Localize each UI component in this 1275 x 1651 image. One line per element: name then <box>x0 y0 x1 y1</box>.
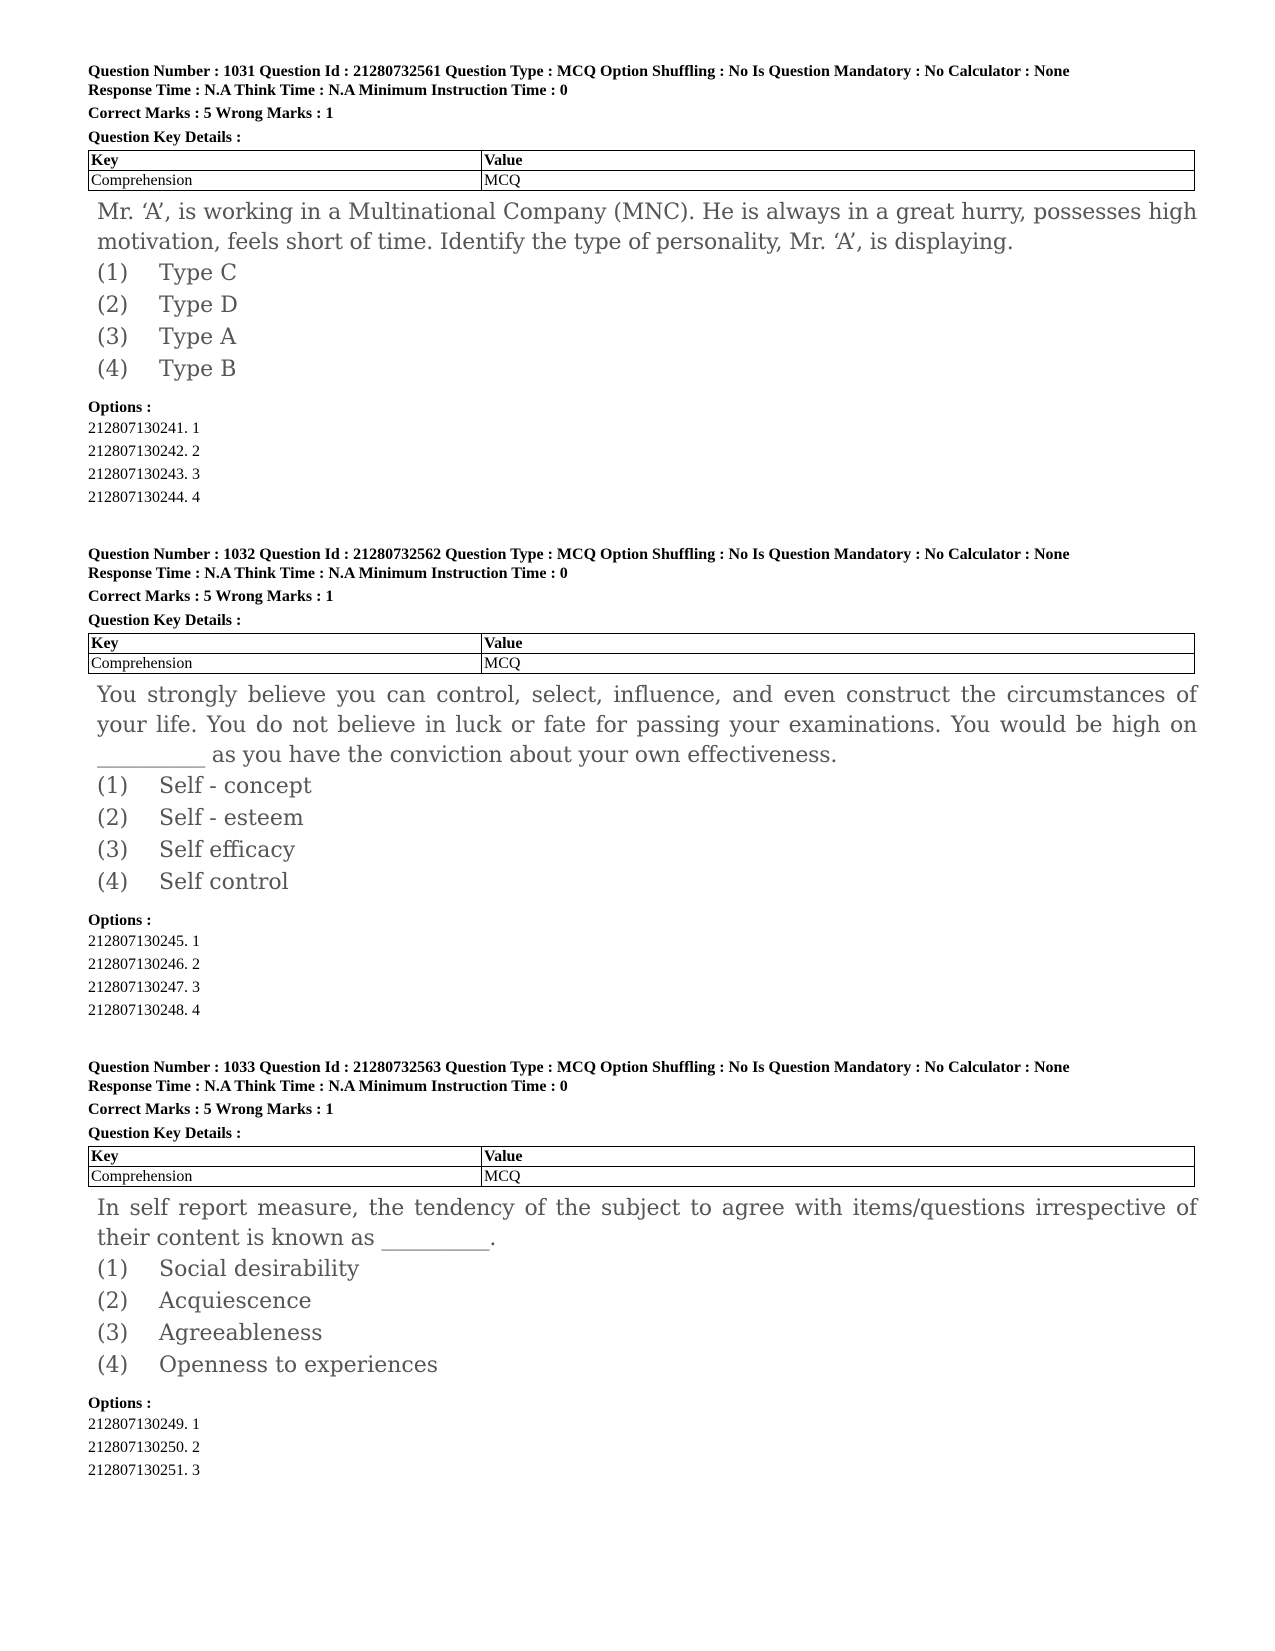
choice-text: Self control <box>159 870 289 895</box>
choice-number: (4) <box>97 1353 129 1378</box>
key-cell: Comprehension <box>89 654 482 674</box>
document-page <box>88 62 1195 1518</box>
options-label: Options : <box>88 912 152 929</box>
key-details-table <box>88 1146 1195 1187</box>
question-response-time: Response Time : N.A Think Time : N.A Minimum Instruction Time : 0 <box>88 1078 568 1095</box>
option-code: 212807130246. 2 <box>88 956 200 973</box>
options-label: Options : <box>88 399 152 416</box>
question-marks: Correct Marks : 5 Wrong Marks : 1 <box>88 588 334 605</box>
choice-item <box>97 835 1195 867</box>
choice-item <box>97 803 1195 835</box>
choice-text: Self - concept <box>159 774 312 799</box>
key-details-label: Question Key Details : <box>88 1125 242 1142</box>
choice-text: Social desirability <box>159 1257 360 1282</box>
option-code: 212807130247. 3 <box>88 979 200 996</box>
question-block <box>88 545 1195 1022</box>
choice-number: (1) <box>97 1257 129 1282</box>
key-header: Key <box>89 634 482 654</box>
choice-text: Self - esteem <box>159 806 304 831</box>
choice-item <box>97 771 1195 803</box>
question-marks: Correct Marks : 5 Wrong Marks : 1 <box>88 105 334 122</box>
question-stem: You strongly believe you can control, select, influence, and even construct the circumstances of your life. You do not believe in luck or fate for passing your examinations. You would be high on __________ as you have the conviction about your own effectiveness. <box>97 683 1197 768</box>
choice-number: (4) <box>97 870 129 895</box>
choice-item <box>97 258 1195 290</box>
value-cell: MCQ <box>482 654 1195 674</box>
choice-number: (4) <box>97 357 129 382</box>
choice-number: (3) <box>97 1321 129 1346</box>
choice-number: (3) <box>97 325 129 350</box>
option-code: 212807130245. 1 <box>88 933 200 950</box>
choice-number: (2) <box>97 1289 129 1314</box>
question-stem: Mr. ‘A’, is working in a Multinational Company (MNC). He is always in a great hurry, possesses high motivation, feels short of time. Identify the type of personality, Mr. ‘A’, is displaying. <box>97 200 1197 255</box>
option-code: 212807130249. 1 <box>88 1416 200 1433</box>
choice-number: (1) <box>97 261 129 286</box>
choice-item <box>97 867 1195 899</box>
choice-text: Acquiescence <box>159 1289 312 1314</box>
choice-text: Type D <box>159 293 238 318</box>
question-meta: Question Number : 1033 Question Id : 21280732563 Question Type : MCQ Option Shuffling : No Is Question Mandatory : No Calculator : None <box>88 1059 1070 1076</box>
choice-text: Type C <box>159 261 238 286</box>
value-header: Value <box>482 634 1195 654</box>
choice-number: (3) <box>97 838 129 863</box>
choice-item <box>97 322 1195 354</box>
choice-text: Self efficacy <box>159 838 296 863</box>
option-code: 212807130242. 2 <box>88 443 200 460</box>
question-marks: Correct Marks : 5 Wrong Marks : 1 <box>88 1101 334 1118</box>
value-cell: MCQ <box>482 171 1195 191</box>
question-block <box>88 62 1195 509</box>
key-header: Key <box>89 1147 482 1167</box>
option-code: 212807130244. 4 <box>88 489 200 506</box>
key-header: Key <box>89 151 482 171</box>
choice-item <box>97 290 1195 322</box>
question-response-time: Response Time : N.A Think Time : N.A Minimum Instruction Time : 0 <box>88 82 568 99</box>
choice-number: (1) <box>97 774 129 799</box>
choice-item <box>97 1286 1195 1318</box>
question-meta: Question Number : 1031 Question Id : 21280732561 Question Type : MCQ Option Shuffling : No Is Question Mandatory : No Calculator : None <box>88 63 1070 80</box>
key-cell: Comprehension <box>89 171 482 191</box>
key-details-table <box>88 633 1195 674</box>
choice-text: Type B <box>159 357 237 382</box>
choice-item <box>97 1318 1195 1350</box>
key-details-table <box>88 150 1195 191</box>
key-details-label: Question Key Details : <box>88 129 242 146</box>
choice-item <box>97 354 1195 386</box>
choice-text: Type A <box>159 325 237 350</box>
option-code: 212807130251. 3 <box>88 1462 200 1479</box>
key-details-label: Question Key Details : <box>88 612 242 629</box>
option-code: 212807130241. 1 <box>88 420 200 437</box>
option-code: 212807130250. 2 <box>88 1439 200 1456</box>
choice-item <box>97 1254 1195 1286</box>
option-code: 212807130248. 4 <box>88 1002 200 1019</box>
question-response-time: Response Time : N.A Think Time : N.A Minimum Instruction Time : 0 <box>88 565 568 582</box>
value-header: Value <box>482 151 1195 171</box>
choice-item <box>97 1350 1195 1382</box>
choice-text: Openness to experiences <box>159 1353 439 1378</box>
question-block <box>88 1058 1195 1482</box>
value-header: Value <box>482 1147 1195 1167</box>
value-cell: MCQ <box>482 1167 1195 1187</box>
question-stem: In self report measure, the tendency of the subject to agree with items/questions irrespective of their content is known as __________. <box>97 1196 1197 1251</box>
key-cell: Comprehension <box>89 1167 482 1187</box>
choice-number: (2) <box>97 806 129 831</box>
option-code: 212807130243. 3 <box>88 466 200 483</box>
choice-number: (2) <box>97 293 129 318</box>
question-meta: Question Number : 1032 Question Id : 21280732562 Question Type : MCQ Option Shuffling : No Is Question Mandatory : No Calculator : None <box>88 546 1070 563</box>
choice-text: Agreeableness <box>159 1321 323 1346</box>
options-label: Options : <box>88 1395 152 1412</box>
